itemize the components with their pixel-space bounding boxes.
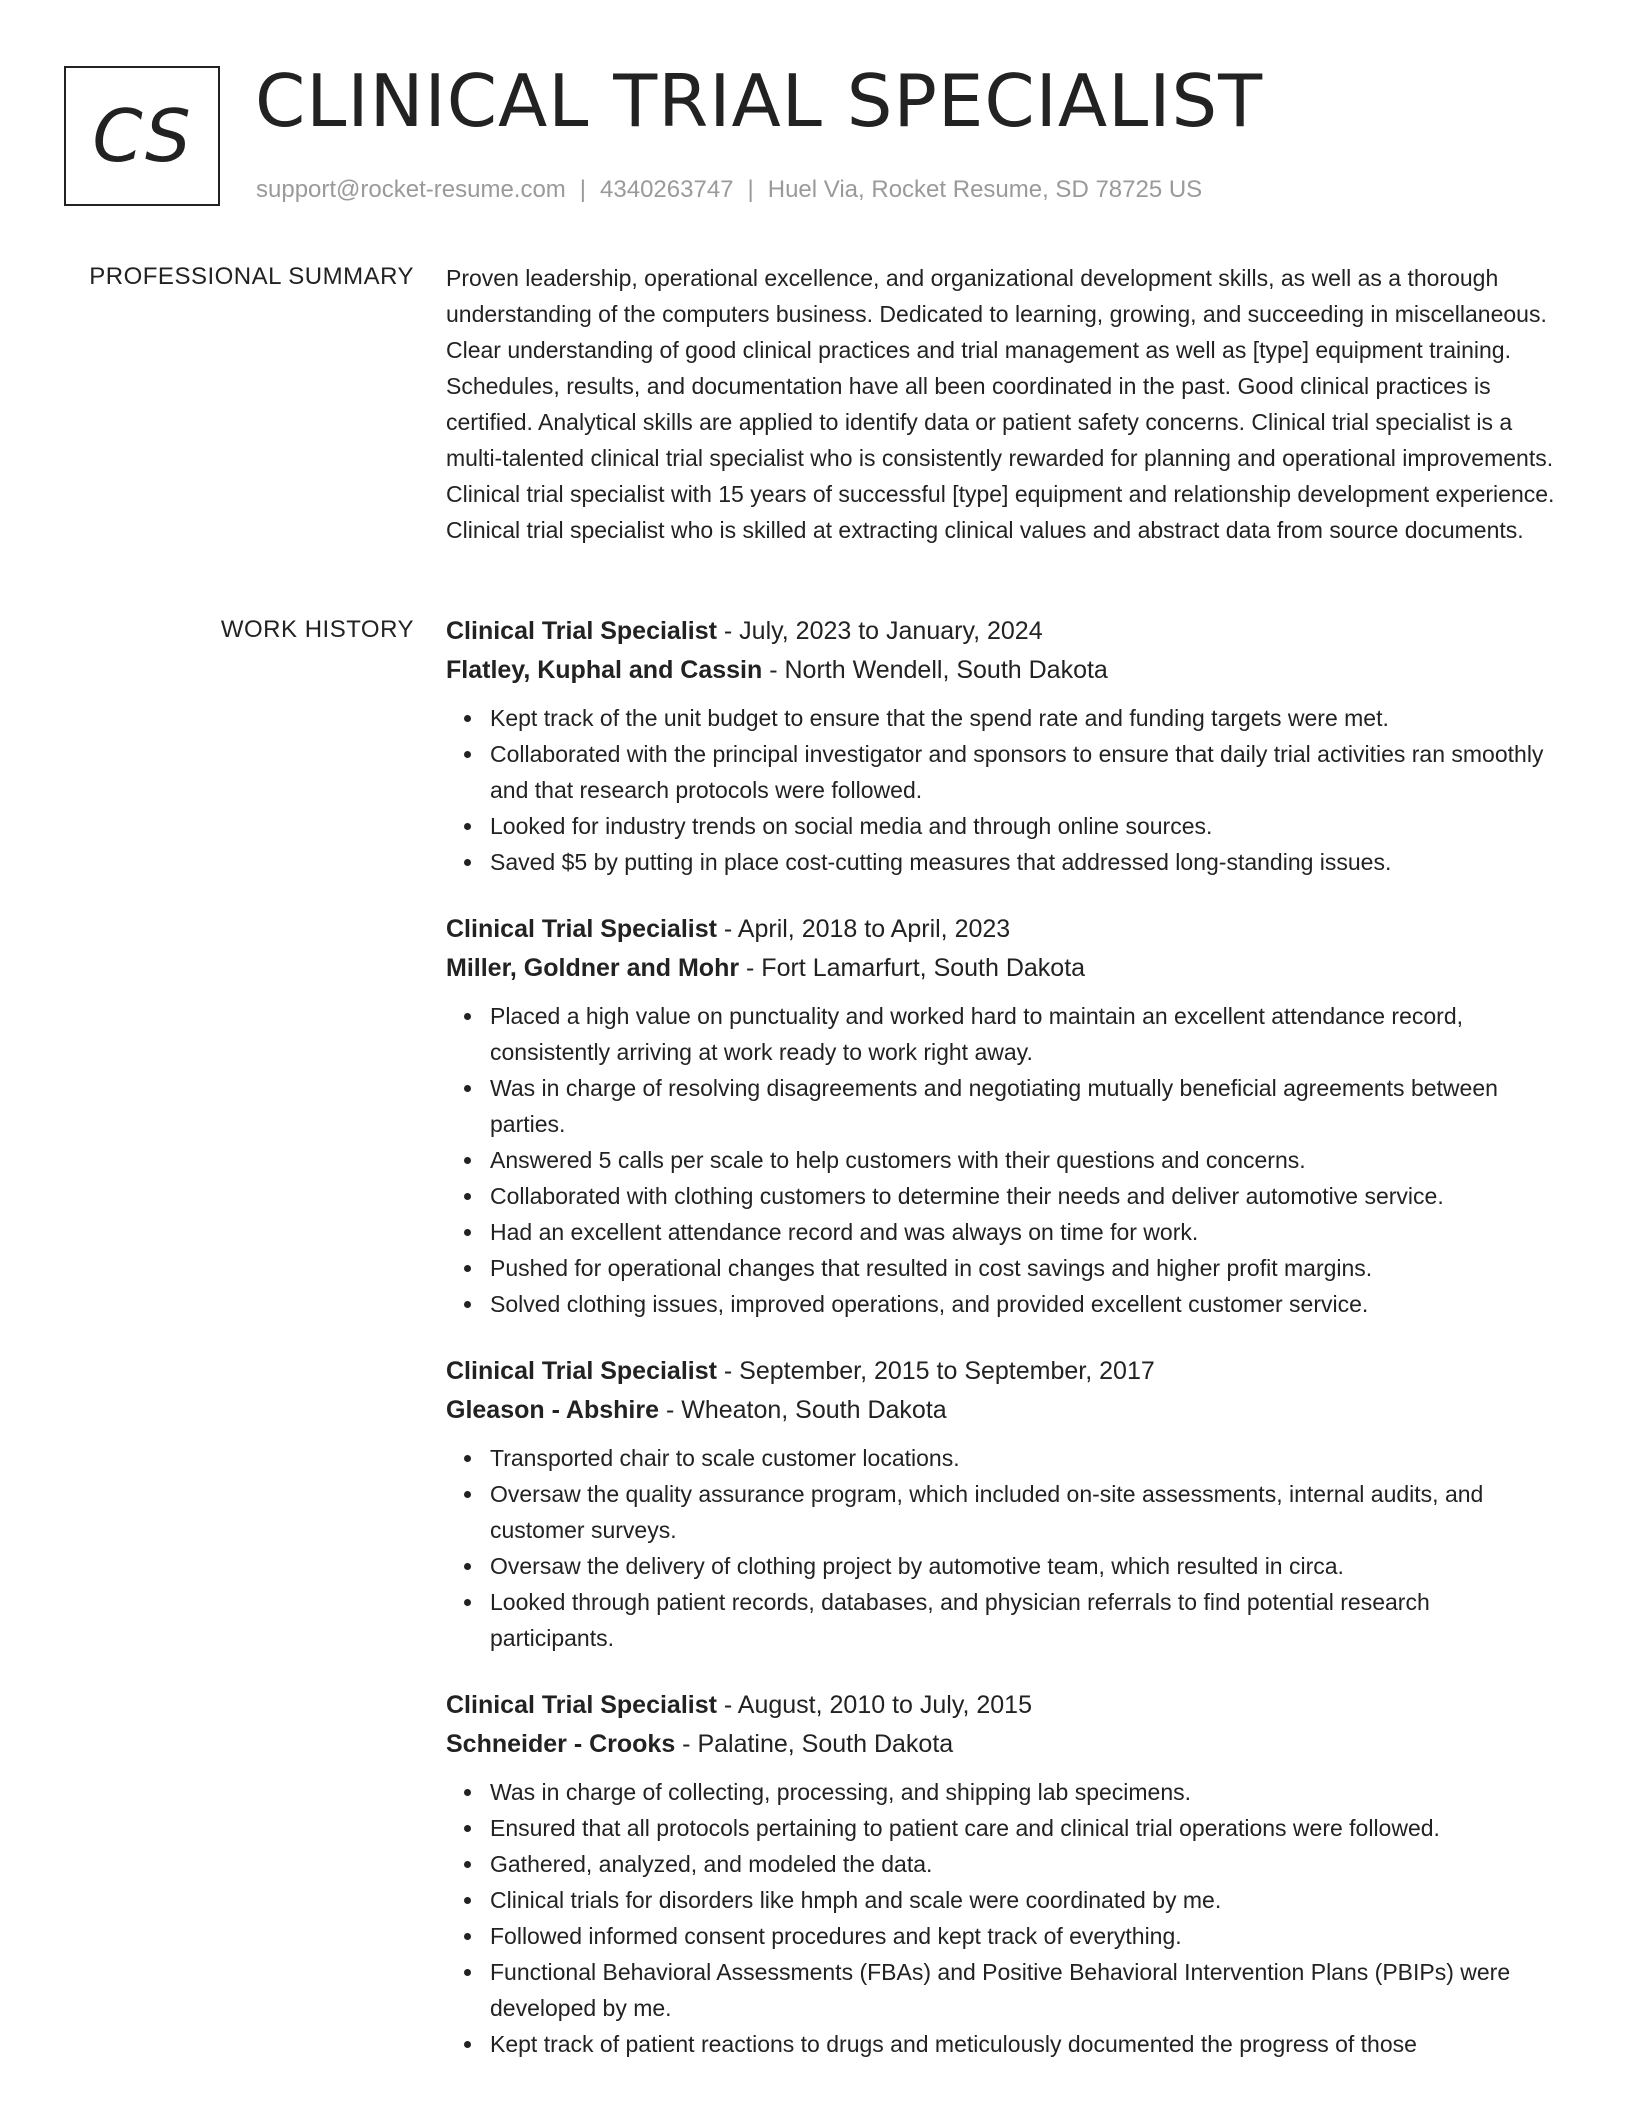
resume-title: CLINICAL TRIAL SPECIALIST [255, 59, 1264, 143]
summary-text: Proven leadership, operational excellence, and organizational development skills, as well as a thorough understanding of the computers business. Dedicated to learning, growing, and succeeding in miscellaneous. Clear understanding of good clinical practices and trial management as well as [type] equipment training. Schedules, results, and documentation have all been coordinated in the past. Good clinical practices is certified. Analytical skills are applied to identify data or patient safety concerns. Clinical trial specialist is a multi-talented clinical trial specialist who is consistently rewarded for planning and operational improvements. Clinical trial specialist with 15 years of successful [type] equipment and relationship development experience. Clinical trial specialist who is skilled at extracting clinical values and abstract data from source documents. [446, 265, 1555, 543]
job-bullet: Collaborated with the principal investigator and sponsors to ensure that daily trial activities ran smoothly and that research protocols were followed. [490, 736, 1556, 808]
job-bullet: Kept track of the unit budget to ensure that the spend rate and funding targets were met. [490, 700, 1556, 736]
contact-line [256, 172, 1202, 208]
job-bullet: Oversaw the quality assurance program, which included on-site assessments, internal audits, and customer surveys. [490, 1476, 1556, 1548]
job-bullet: Ensured that all protocols pertaining to patient care and clinical trial operations were followed. [490, 1810, 1556, 1846]
job-bullet: Clinical trials for disorders like hmph and scale were coordinated by me. [490, 1882, 1556, 1918]
job-bullet: Had an excellent attendance record and was always on time for work. [490, 1214, 1556, 1250]
job-entry [446, 612, 1556, 880]
job-bullet: Followed informed consent procedures and kept track of everything. [490, 1918, 1556, 1954]
job-bullet: Saved $5 by putting in place cost-cutting measures that addressed long-standing issues. [490, 844, 1556, 880]
summary-body [446, 260, 1556, 548]
section-label-summary: PROFESSIONAL SUMMARY [89, 263, 414, 290]
job-bullets [446, 700, 1556, 880]
job-title-line [446, 612, 1556, 651]
job-bullet: Solved clothing issues, improved operations, and provided excellent customer service. [490, 1286, 1556, 1322]
job-company-line [446, 1391, 1556, 1430]
job-bullet: Looked through patient records, databases, and physician referrals to find potential research participants. [490, 1584, 1556, 1656]
job-title: Clinical Trial Specialist [446, 617, 717, 645]
job-dates: - July, 2023 to January, 2024 [716, 617, 1043, 645]
job-title: Clinical Trial Specialist [446, 1357, 717, 1385]
job-company: Schneider - Crooks [446, 1730, 676, 1758]
job-company: Flatley, Kuphal and Cassin [446, 656, 763, 684]
job-location: - North Wendell, South Dakota [762, 656, 1108, 684]
job-bullet: Gathered, analyzed, and modeled the data. [490, 1846, 1556, 1882]
job-bullet: Answered 5 calls per scale to help customers with their questions and concerns. [490, 1142, 1556, 1178]
job-title: Clinical Trial Specialist [446, 1691, 717, 1719]
job-location: - Palatine, South Dakota [675, 1730, 954, 1758]
job-bullet: Looked for industry trends on social media and through online sources. [490, 808, 1556, 844]
contact-phone[interactable]: 4340263747 [600, 176, 734, 203]
work-body [446, 612, 1556, 2092]
job-bullets [446, 998, 1556, 1322]
job-bullet: Was in charge of resolving disagreements and negotiating mutually beneficial agreements between parties. [490, 1070, 1556, 1142]
job-location: - Fort Lamarfurt, South Dakota [739, 954, 1086, 982]
contact-email[interactable]: support@rocket-resume.com [256, 176, 566, 203]
job-dates: - April, 2018 to April, 2023 [716, 915, 1011, 943]
job-bullets [446, 1774, 1556, 2062]
job-company-line [446, 949, 1556, 988]
job-bullet: Was in charge of collecting, processing, and shipping lab specimens. [490, 1774, 1556, 1810]
job-bullet: Placed a high value on punctuality and worked hard to maintain an excellent attendance record, consistently arriving at work ready to work right away. [490, 998, 1556, 1070]
job-location: - Wheaton, South Dakota [659, 1396, 947, 1424]
job-company: Gleason - Abshire [446, 1396, 660, 1424]
job-entry [446, 910, 1556, 1322]
job-bullet: Pushed for operational changes that resulted in cost savings and higher profit margins. [490, 1250, 1556, 1286]
job-bullets [446, 1440, 1556, 1656]
job-entry [446, 1352, 1556, 1656]
job-title-line [446, 1352, 1556, 1391]
monogram-box [64, 66, 220, 206]
job-dates: - August, 2010 to July, 2015 [716, 1691, 1032, 1719]
job-company-line [446, 651, 1556, 690]
section-label-work: WORK HISTORY [220, 616, 414, 643]
monogram-initials: CS [92, 94, 192, 178]
job-title-line [446, 910, 1556, 949]
job-bullet: Oversaw the delivery of clothing project by automotive team, which resulted in circa. [490, 1548, 1556, 1584]
job-title-line [446, 1686, 1556, 1725]
contact-separator: | [579, 176, 587, 203]
job-dates: - September, 2015 to September, 2017 [716, 1357, 1155, 1385]
job-bullet: Functional Behavioral Assessments (FBAs) and Positive Behavioral Intervention Plans (PBIPs) were developed by me. [490, 1954, 1556, 2026]
job-company: Miller, Goldner and Mohr [446, 954, 740, 982]
job-company-line [446, 1725, 1556, 1764]
contact-address: Huel Via, Rocket Resume, SD 78725 US [767, 176, 1203, 203]
job-entry [446, 1686, 1556, 2062]
job-bullet: Transported chair to scale customer locations. [490, 1440, 1556, 1476]
job-bullet: Kept track of patient reactions to drugs and meticulously documented the progress of those [490, 2026, 1556, 2062]
job-title: Clinical Trial Specialist [446, 915, 717, 943]
contact-separator: | [747, 176, 754, 203]
job-bullet: Collaborated with clothing customers to determine their needs and deliver automotive service. [490, 1178, 1556, 1214]
